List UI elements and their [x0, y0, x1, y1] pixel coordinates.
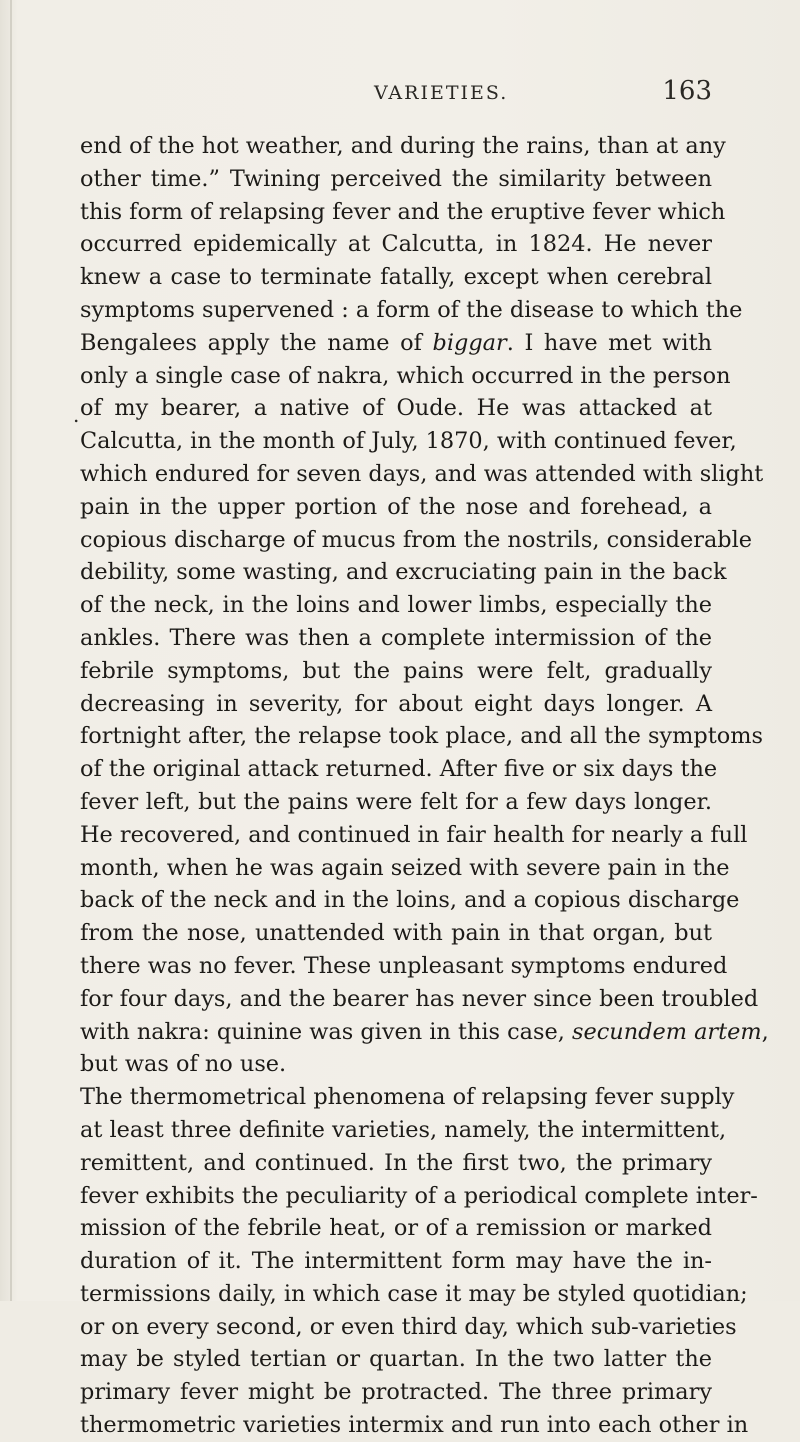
text-line: termissions daily, in which case it may be styled quotidian;: [80, 1280, 748, 1307]
text-line: but was of no use.: [80, 1051, 287, 1078]
text-line: this form of relapsing fever and the eruptive fever which: [80, 198, 726, 225]
text-line: of the original attack returned. After five or six days the: [80, 756, 718, 783]
text-line: ankles. There was then a complete intermission of the: [80, 624, 712, 651]
text-line: fever exhibits the peculiarity of a periodical complete inter-: [80, 1182, 758, 1209]
text-line: duration of it. The intermittent form may have the in-: [80, 1248, 712, 1275]
text-line: or on every second, or even third day, which sub-varieties: [80, 1313, 737, 1340]
italic-term: biggar: [432, 329, 507, 356]
text-line: from the nose, unattended with pain in that organ, but: [80, 920, 712, 947]
text-line: He recovered, and continued in fair health for nearly a full: [80, 821, 748, 848]
text-line: copious discharge of mucus from the nostrils, considerable: [80, 526, 753, 553]
page-header: [80, 76, 712, 110]
text-line: only a single case of nakra, which occurred in the person: [80, 362, 731, 389]
text-line: decreasing in severity, for about eight days longer. A: [80, 690, 712, 717]
text-line: which endured for seven days, and was attended with slight: [80, 460, 764, 487]
text-line: there was no fever. These unpleasant symptoms endured: [80, 952, 728, 979]
text-line: mission of the febrile heat, or of a remission or marked: [80, 1215, 712, 1242]
text-line: The thermometrical phenomena of relapsing fever supply: [80, 1084, 735, 1111]
text-line: pain in the upper portion of the nose and forehead, a: [80, 493, 712, 520]
stray-mark: .: [73, 403, 80, 427]
italic-term: secundem artem: [572, 1018, 762, 1045]
text-line: remittent, and continued. In the first two, the primary: [80, 1149, 712, 1176]
body-text: [80, 130, 769, 1442]
text-line: Calcutta, in the month of July, 1870, with continued fever,: [80, 428, 737, 455]
text-line: primary fever might be protracted. The three primary: [80, 1379, 712, 1406]
text-line: for four days, and the bearer has never since been troubled: [80, 985, 759, 1012]
text-line: month, when he was again seized with severe pain in the: [80, 854, 730, 881]
text-line: fortnight after, the relapse took place, and all the symptoms: [80, 723, 763, 750]
text-line: with nakra: quinine was given in this case, secundem artem,: [80, 1018, 769, 1045]
text-line: occurred epidemically at Calcutta, in 1824. He never: [80, 231, 712, 258]
text-line: of the neck, in the loins and lower limbs, especially the: [80, 592, 712, 619]
text-line: at least three definite varieties, namely, the intermittent,: [80, 1116, 727, 1143]
text-line: debility, some wasting, and excruciating pain in the back: [80, 559, 727, 586]
page-number: 163: [662, 76, 712, 106]
text-line: thermometric varieties intermix and run into each other in: [80, 1412, 749, 1439]
text-line: end of the hot weather, and during the rains, than at any: [80, 133, 726, 159]
text-line: back of the neck and in the loins, and a copious discharge: [80, 887, 740, 914]
text-line: fever left, but the pains were felt for a few days longer.: [80, 788, 712, 815]
text-line: other time.” Twining perceived the similarity between: [80, 165, 712, 192]
running-head: VARIETIES.: [374, 82, 509, 104]
text-line: Bengalees apply the name of biggar. I have met with: [80, 329, 713, 356]
binding-gutter: [10, 0, 12, 1301]
text-line: febrile symptoms, but the pains were felt, gradually: [80, 657, 712, 684]
text-line: knew a case to terminate fatally, except when cerebral: [80, 264, 712, 291]
text-line: symptoms supervened : a form of the disease to which the: [80, 296, 743, 323]
text-line: of my bearer, a native of Oude. He was attacked at: [80, 395, 712, 422]
text-line: may be styled tertian or quartan. In the two latter the: [80, 1346, 712, 1373]
